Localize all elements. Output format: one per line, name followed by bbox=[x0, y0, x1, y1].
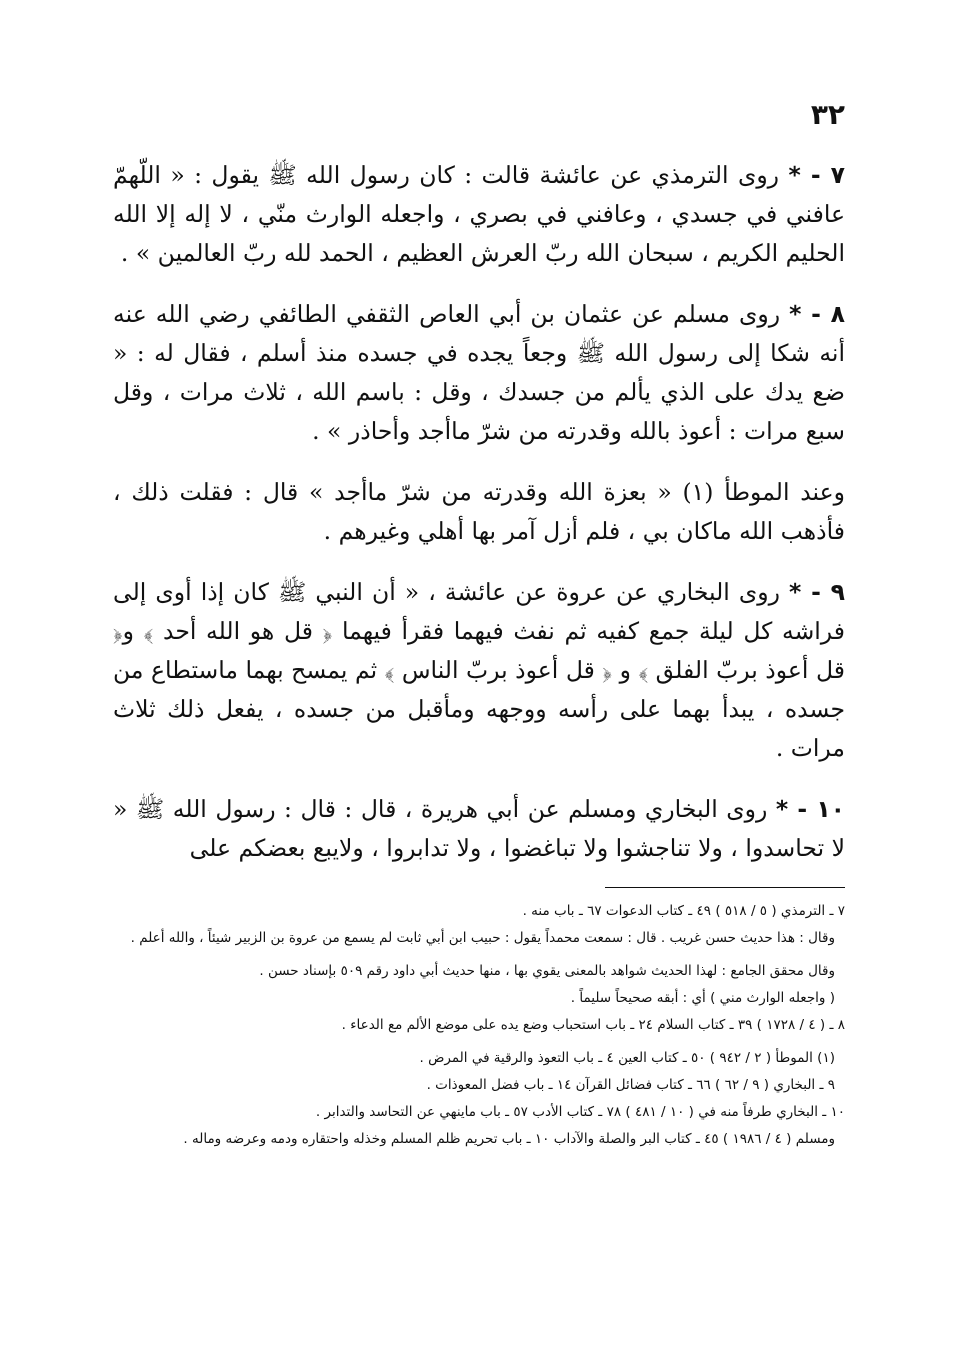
footnote: ٩ ـ البخاري ( ٩ / ٦٢ ) ٦٦ ـ كتاب فضائل القرآن ١٤ ـ باب فضل المعوذات . bbox=[426, 1077, 835, 1093]
paragraph-text: روى البخاري عن عروة عن عائشة ، « أن النبي ﷺ كان إذا أوى إلى فراشه كل ليلة جمع كفيه ثم نفث فيهما فقرأ فيهما ﴿ قل هو الله أحد ﴾ و﴿ قل أعوذ بربّ الفلق ﴾ و ﴿ قل أعوذ بربّ الناس ﴾ ثم يمسح بهما ماستطاع من جسده ، يبدأ بهما على رأسه ووجهه ومأقبل من جسده ، يفعل ذلك ثلاث مرات . bbox=[113, 578, 845, 762]
footnote: ( واجعله الوارث مني ) أي : أبقه صحيحاً سليماً . bbox=[570, 990, 835, 1006]
footnote: ١٠ ـ البخاري طرفاً منه في ( ١٠ / ٤٨١ ) ٧٨ ـ كتاب الأدب ٥٧ ـ باب ماينهي عن التحاسد والتدابر . bbox=[315, 1104, 845, 1120]
footnote: ٨ ـ ( ٤ / ١٧٢٨ ) ٣٩ ـ كتاب السلام ٢٤ ـ باب استحباب وضع يده على موضع الألم مع الدعاء . bbox=[341, 1017, 845, 1033]
footnote: ٧ ـ الترمذي ( ٥ / ٥١٨ ) ٤٩ ـ كتاب الدعوات ٦٧ ـ باب منه . bbox=[522, 903, 845, 919]
paragraph-number: ٩ - * bbox=[789, 578, 845, 606]
footnotes bbox=[113, 898, 845, 1153]
muwatta-note-paragraph bbox=[113, 473, 845, 551]
hadith-paragraph-7 bbox=[113, 156, 845, 273]
footnote: وقال : هذا حديث حسن غريب . قال : سمعت محمداً يقول : حبيب ابن أبي ثابت لم يسمع من عروة بن الزبير شيئاً ، والله أعلم . bbox=[130, 930, 835, 946]
paragraph-text: روى مسلم عن عثمان بن أبي العاص الثقفي الطائفي رضي الله عنه أنه شكا إلى رسول الله ﷺ وجعاً يجده في جسده منذ أسلم ، فقال له : « ضع يدك على الذي يألم من جسدك ، وقل : باسم الله ، ثلاث مرات ، وقل سبع مرات : أعوذ بالله وقدرته من شرّ ماأجد وأحاذر » . bbox=[113, 300, 845, 445]
footnote: ومسلم ( ٤ / ١٩٨٦ ) ٤٥ ـ كتاب البر والصلة والآداب ١٠ ـ باب تحريم ظلم المسلم وخذله واحتقاره ودمه وعرضه وماله . bbox=[183, 1131, 835, 1147]
paragraph-text: وعند الموطأ (١) « بعزة الله وقدرته من شرّ ماأجد » قال : فقلت ذلك ، فأذهب الله ماكان بي ، فلم أزل آمر بها أهلي وغيرهم . bbox=[113, 478, 845, 545]
hadith-paragraph-10 bbox=[113, 790, 845, 868]
paragraph-number: ١٠ - * bbox=[775, 795, 845, 823]
page-number: ٣٢ bbox=[810, 98, 845, 131]
hadith-paragraph-8 bbox=[113, 295, 845, 451]
main-text bbox=[113, 156, 845, 890]
paragraph-text: روى الترمذي عن عائشة قالت : كان رسول الله ﷺ يقول : « اللّهمّ عافني في جسدي ، وعافني في بصري ، واجعله الوارث منّي ، لا إله إلا الله الحليم الكريم ، سبحان الله ربّ العرش العظيم ، الحمد لله ربّ العالمين » . bbox=[113, 161, 845, 267]
footnote: (١) الموطأ ( ٢ / ٩٤٢ ) ٥٠ ـ كتاب العين ٤ ـ باب التعوذ والرقية في المرض . bbox=[419, 1050, 835, 1066]
footnote: وقال محقق الجامع : لهذا الحديث شواهد بالمعنى يقوي بها ، منها حديث أبي داود رقم ٥٠٩ بإسناد حسن . bbox=[259, 963, 835, 979]
paragraph-text: روى البخاري ومسلم عن أبي هريرة ، قال : قال : رسول الله ﷺ « لا تحاسدوا ، ولا تناجشوا ولا تباغضوا ، ولا تدابروا ، ولايبع بعضكم على bbox=[113, 795, 845, 862]
paragraph-number: ٨ - * bbox=[789, 300, 845, 328]
paragraph-number: ٧ - * bbox=[788, 161, 846, 189]
hadith-paragraph-9 bbox=[113, 573, 845, 768]
footnote-divider bbox=[605, 887, 845, 888]
